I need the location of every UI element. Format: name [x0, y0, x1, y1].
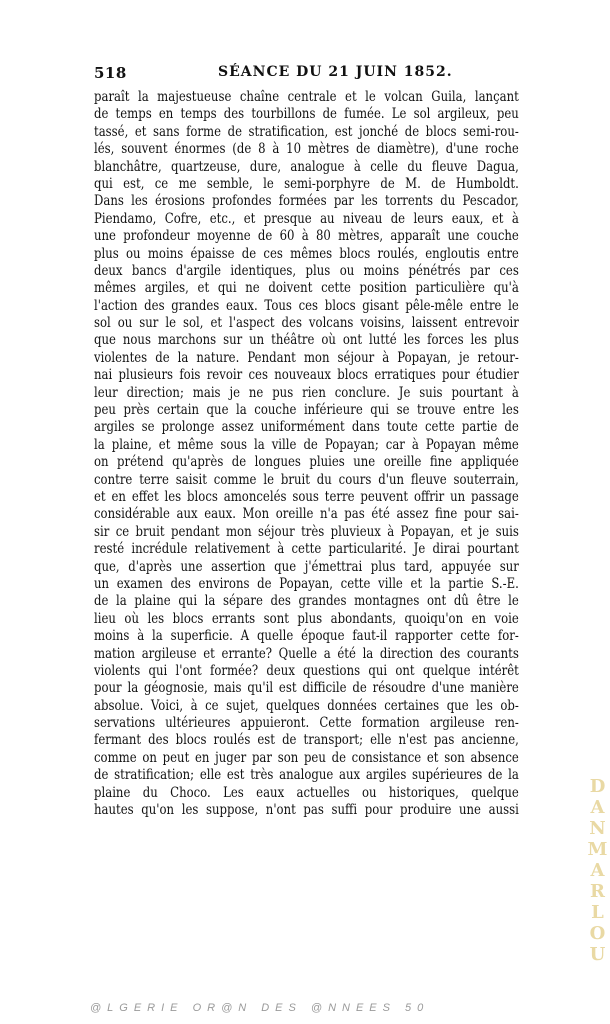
text-line: paraît la majestueuse chaîne centrale et le volcan Guila, lançant — [94, 89, 519, 105]
text-line: mation argileuse et errante? Quelle a été la direction des courants — [94, 645, 519, 662]
text-line: blanchâtre, quartzeuse, dure, analogue à celle du fleuve Dagua, — [94, 158, 519, 175]
text-line: tassé, et sans forme de stratification, est jonché de blocs semi-rou- — [94, 123, 519, 140]
text-line: que, d'après une assertion que j'émettrai plus tard, appuyée sur — [94, 558, 519, 575]
text-line: considérable aux eaux. Mon oreille n'a pas été assez fine pour sai- — [94, 506, 519, 523]
text-line: pour la géognosie, mais qu'il est difficile de résoudre d'une manière — [94, 680, 519, 697]
text-line: que nous marchons sur un théâtre où ont lutté les forces les plus — [94, 332, 519, 349]
text-line: resté incrédule relativement à cette particularité. Je dirai pourtant — [94, 541, 519, 558]
page-header — [94, 64, 494, 86]
running-head: SÉANCE DU 21 JUIN 1852. — [218, 64, 453, 80]
text-line: et en effet les blocs amoncelés sous terre peuvent offrir un passage — [94, 488, 519, 505]
text-line: la plaine, et même sous la ville de Popayan; car à Popayan même — [94, 436, 519, 453]
text-line: absolue. Voici, à ce sujet, quelques données certaines que les ob- — [94, 697, 519, 714]
text-line: servations ultérieures appuieront. Cette formation argileuse ren- — [94, 715, 519, 732]
footer-watermark: @LGERIE OR@N DES @NNEES 50 — [90, 1002, 430, 1014]
text-line: lés, souvent énormes (de 8 à 10 mètres de diamètre), d'une roche — [94, 141, 519, 158]
text-line: Piendamo, Cofre, etc., et presque au niveau de leurs eaux, et à — [94, 210, 519, 227]
text-line: peu près certain que la couche inférieure qui se trouve entre les — [94, 402, 519, 419]
text-line: comme on peut en juger par son peu de consistance et son absence — [94, 749, 519, 766]
text-line: qui est, ce me semble, le semi-porphyre de M. de Humboldt. — [94, 175, 519, 192]
text-line: deux bancs d'argile identiques, plus ou moins pénétrés par ces — [94, 262, 519, 279]
text-line: de stratification; elle est très analogue aux argiles supérieures de la — [94, 767, 519, 784]
text-line: violentes de la nature. Pendant mon séjour à Popayan, je retour- — [94, 349, 519, 366]
text-line: violents qui l'ont formée? deux questions qui ont quelque intérêt — [94, 662, 519, 679]
page-number: 518 — [94, 64, 127, 82]
text-line: moins à la superficie. A quelle époque faut-il rapporter cette for- — [94, 628, 519, 645]
text-line: de temps en temps des tourbillons de fumée. Le sol argileux, peu — [94, 106, 519, 123]
text-line: hautes qu'on les suppose, n'ont pas suffi pour produire une aussi — [94, 802, 519, 819]
text-line: fermant des blocs roulés est de transport; elle n'est pas ancienne, — [94, 732, 519, 749]
text-line: argiles se prolonge assez uniformément dans toute cette partie de — [94, 419, 519, 436]
text-line: plus ou moins épaisse de ces mêmes blocs roulés, engloutis entre — [94, 245, 519, 262]
text-line: plaine du Choco. Les eaux actuelles ou historiques, quelque — [94, 784, 519, 801]
body-text — [94, 89, 519, 819]
side-watermark: DANMARLOU — [587, 776, 608, 965]
text-line: on prétend qu'après de longues pluies une oreille fine appliquée — [94, 454, 519, 471]
text-line: contre terre saisit comme le bruit du cours d'un fleuve souterrain, — [94, 471, 519, 488]
text-line: une profondeur moyenne de 60 à 80 mètres, apparaît une couche — [94, 228, 519, 245]
text-line: sol ou sur le sol, et l'aspect des volcans voisins, laissent entrevoir — [94, 315, 519, 332]
text-line: de la plaine qui la sépare des grandes montagnes ont dû être le — [94, 593, 519, 610]
text-line: sir ce bruit pendant mon séjour très pluvieux à Popayan, et je suis — [94, 523, 519, 540]
text-line: leur direction; mais je ne pus rien conclure. Je suis pourtant à — [94, 384, 519, 401]
text-line: lieu où les blocs errants sont plus abondants, quoiqu'on en voie — [94, 610, 519, 627]
text-line: nai plusieurs fois revoir ces nouveaux blocs erratiques pour étudier — [94, 367, 519, 384]
text-line: mêmes argiles, et qui ne doivent cette position particulière qu'à — [94, 280, 519, 297]
text-line: l'action des grandes eaux. Tous ces blocs gisant pêle-mêle entre le — [94, 297, 519, 314]
text-line: Dans les érosions profondes formées par les torrents du Pescador, — [94, 193, 519, 210]
text-line: un examen des environs de Popayan, cette ville et la partie S.-E. — [94, 575, 519, 592]
